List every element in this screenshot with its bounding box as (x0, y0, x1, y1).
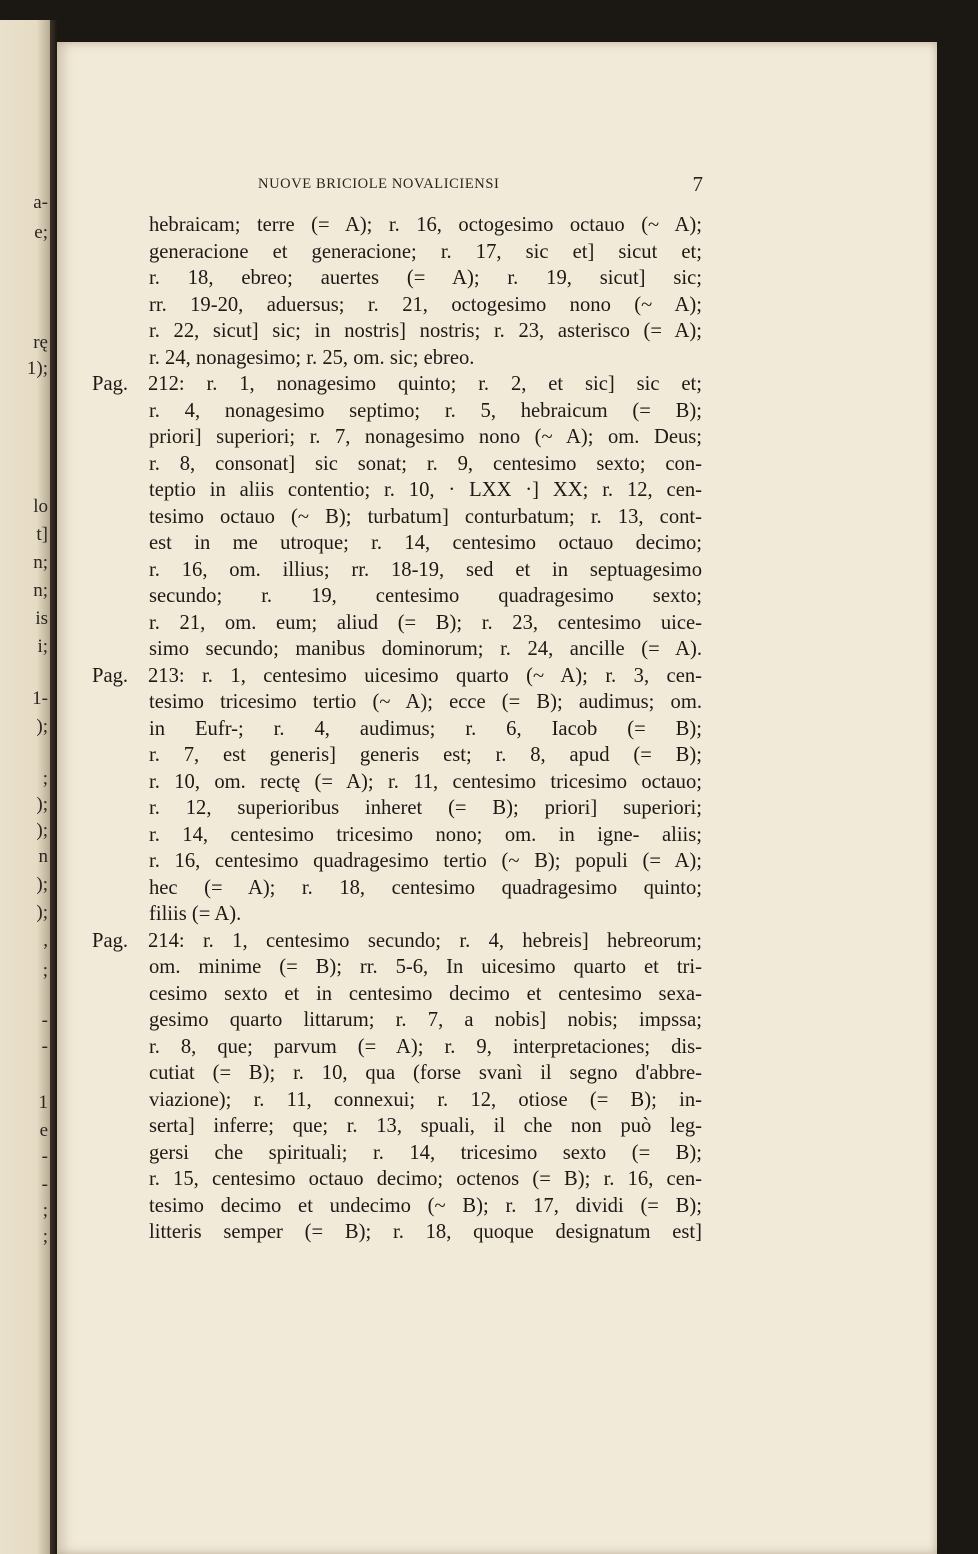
text-line (92, 742, 702, 769)
line-text: r. 16, centesimo quadragesimo tertio (~ B); populi (= A); (149, 850, 702, 872)
left-page-fragment: n (38, 846, 48, 867)
left-page-fragment: ); (36, 902, 48, 923)
text-line (92, 1034, 702, 1061)
line-text: r. 14, centesimo tricesimo nono; om. in igne- aliis; (149, 823, 702, 846)
text-line (92, 292, 702, 319)
text-line (92, 1007, 702, 1034)
page-header (258, 172, 703, 198)
line-text: est in me utroque; r. 14, centesimo octauo decimo; (149, 532, 702, 554)
left-page-fragment: 1); (26, 358, 48, 379)
line-text: 212: r. 1, nonagesimo quinto; r. 2, et sic] sic et; (148, 373, 702, 395)
text-line (92, 398, 702, 425)
line-text: gersi che spirituali; r. 14, tricesimo sexto (= B); (149, 1141, 702, 1164)
text-line (92, 716, 702, 743)
text-line (92, 477, 702, 504)
line-text: gesimo quarto littarum; r. 7, a nobis] nobis; impssa; (149, 1009, 702, 1031)
line-text: serta] inferre; que; r. 13, spuali, il che non può leg- (149, 1115, 702, 1137)
page-number: 7 (692, 172, 703, 196)
text-line (92, 875, 702, 902)
running-title: NUOVE BRICIOLE NOVALICIENSI (258, 176, 500, 192)
left-page-fragment: - (41, 1146, 48, 1167)
line-text: simo secundo; manibus dominorum; r. 24, ancille (= A). (149, 638, 702, 660)
line-text: hec (= A); r. 18, centesimo quadragesimo quinto; (149, 876, 702, 899)
left-page-fragment: ); (36, 820, 48, 841)
left-page-fragment: lo (33, 496, 48, 517)
left-page-fragment: - (41, 1174, 48, 1195)
text-line (92, 557, 702, 584)
text-line (92, 1140, 702, 1167)
line-text: 213: r. 1, centesimo uicesimo quarto (~ A); r. 3, cen- (148, 664, 702, 687)
left-page-fragment: 1 (38, 1092, 48, 1113)
line-text: cutiat (= B); r. 10, qua (forse svanì il segno d'abbre- (149, 1062, 702, 1084)
line-text: r. 8, que; parvum (= A); r. 9, interpretaciones; dis- (149, 1035, 702, 1058)
left-page-fragment: ; (42, 1200, 48, 1221)
text-line (92, 954, 702, 981)
text-line (92, 848, 702, 875)
line-text: hebraicam; terre (= A); r. 16, octogesimo octauo (~ A); (149, 214, 702, 236)
line-text: viazione); r. 11, connexui; r. 12, otiose (= B); in- (149, 1088, 702, 1111)
line-text: tesimo tricesimo tertio (~ A); ecce (= B); audimus; om. (149, 691, 702, 713)
text-line (92, 212, 702, 239)
line-text: rr. 19-20, aduersus; r. 21, octogesimo nono (~ A); (149, 293, 702, 316)
text-line (92, 530, 702, 557)
left-page-fragment: n; (33, 552, 48, 573)
line-text: r. 10, om. rectę (= A); r. 11, centesimo tricesimo octauo; (149, 770, 702, 793)
apparatus-text (92, 212, 702, 1246)
line-text: r. 21, om. eum; aliud (= B); r. 23, centesimo uice- (149, 611, 702, 634)
line-text: om. minime (= B); rr. 5-6, In uicesimo quarto et tri- (149, 956, 702, 978)
left-page-fragment: ; (42, 1226, 48, 1247)
line-text: in Eufr-; r. 4, audimus; r. 6, Iacob (= B); (149, 717, 702, 740)
line-text: r. 4, nonagesimo septimo; r. 5, hebraicum (= B); (149, 399, 702, 422)
page-reference-label: Pag. (92, 929, 129, 952)
text-line (92, 1193, 702, 1220)
text-line (92, 1219, 702, 1246)
line-text: cesimo sexto et in centesimo decimo et centesimo sexa- (149, 982, 702, 1005)
text-line (92, 1113, 702, 1140)
text-line (92, 504, 702, 531)
line-text: tesimo decimo et undecimo (~ B); r. 17, dividi (= B); (149, 1194, 702, 1217)
line-text: r. 18, ebreo; auertes (= A); r. 19, sicut] sic; (149, 267, 702, 289)
text-line (92, 901, 702, 928)
text-line (92, 451, 702, 478)
text-line (92, 318, 702, 345)
text-line (92, 663, 702, 690)
page-reference-label: Pag. (92, 373, 129, 395)
line-text: priori] superiori; r. 7, nonagesimo nono (~ A); om. Deus; (149, 426, 702, 448)
text-line (92, 610, 702, 637)
line-text: r. 16, om. illius; rr. 18-19, sed et in septuagesimo (149, 558, 702, 581)
left-page-fragment: e; (34, 222, 48, 243)
line-text: teptio in aliis contentio; r. 10, · LXX ·] XX; r. 12, cen- (149, 479, 702, 501)
text-line (92, 424, 702, 451)
text-line (92, 769, 702, 796)
page-reference-label: Pag. (92, 664, 129, 687)
left-page-fragment: rę (33, 332, 48, 353)
text-line (92, 1087, 702, 1114)
text-line (92, 1166, 702, 1193)
text-line (92, 636, 702, 663)
line-text: r. 24, nonagesimo; r. 25, om. sic; ebreo. (149, 346, 475, 369)
line-text: generacione et generacione; r. 17, sic et] sicut et; (149, 240, 702, 263)
left-page-fragment: 1- (32, 688, 48, 709)
text-line (92, 583, 702, 610)
text-line (92, 795, 702, 822)
left-page-fragment: ; (42, 768, 48, 789)
line-text: r. 12, superioribus inheret (= B); priori] superiori; (149, 797, 702, 819)
left-page-fragment: ; (42, 960, 48, 981)
left-page-fragment: a- (33, 192, 48, 213)
left-page-fragment: - (41, 1010, 48, 1031)
line-text: secundo; r. 19, centesimo quadragesimo sexto; (149, 585, 702, 607)
text-line (92, 689, 702, 716)
line-text: litteris semper (= B); r. 18, quoque designatum est] (149, 1221, 702, 1243)
text-line (92, 265, 702, 292)
line-text: r. 15, centesimo octauo decimo; octenos (= B); r. 16, cen- (149, 1168, 702, 1190)
line-text: r. 8, consonat] sic sonat; r. 9, centesimo sexto; con- (149, 452, 702, 475)
left-page-fragment: t] (36, 524, 48, 545)
left-page-fragment: ); (36, 794, 48, 815)
text-line (92, 928, 702, 955)
left-page-fragment: e (39, 1120, 48, 1141)
line-text: r. 7, est generis] generis est; r. 8, apud (= B); (149, 744, 702, 766)
left-page-fragment: is (35, 608, 48, 629)
left-page-fragment: ); (36, 716, 48, 737)
text-line (92, 1060, 702, 1087)
left-page-fragment: - (41, 1036, 48, 1057)
line-text: tesimo octauo (~ B); turbatum] conturbatum; r. 13, cont- (149, 505, 702, 528)
text-line (92, 981, 702, 1008)
text-line (92, 345, 702, 372)
line-text: r. 22, sicut] sic; in nostris] nostris; r. 23, asterisco (= A); (149, 320, 702, 342)
left-page-fragment: i; (37, 636, 48, 657)
line-text: filiis (= A). (149, 903, 242, 925)
line-text: 214: r. 1, centesimo secundo; r. 4, hebreis] hebreorum; (148, 929, 702, 952)
text-line (92, 822, 702, 849)
left-page-fragment: ); (36, 874, 48, 895)
left-page-fragment: n; (33, 580, 48, 601)
left-page-fragment: , (43, 930, 48, 951)
text-line (92, 239, 702, 266)
text-line (92, 371, 702, 398)
left-page-edge (0, 20, 52, 1554)
